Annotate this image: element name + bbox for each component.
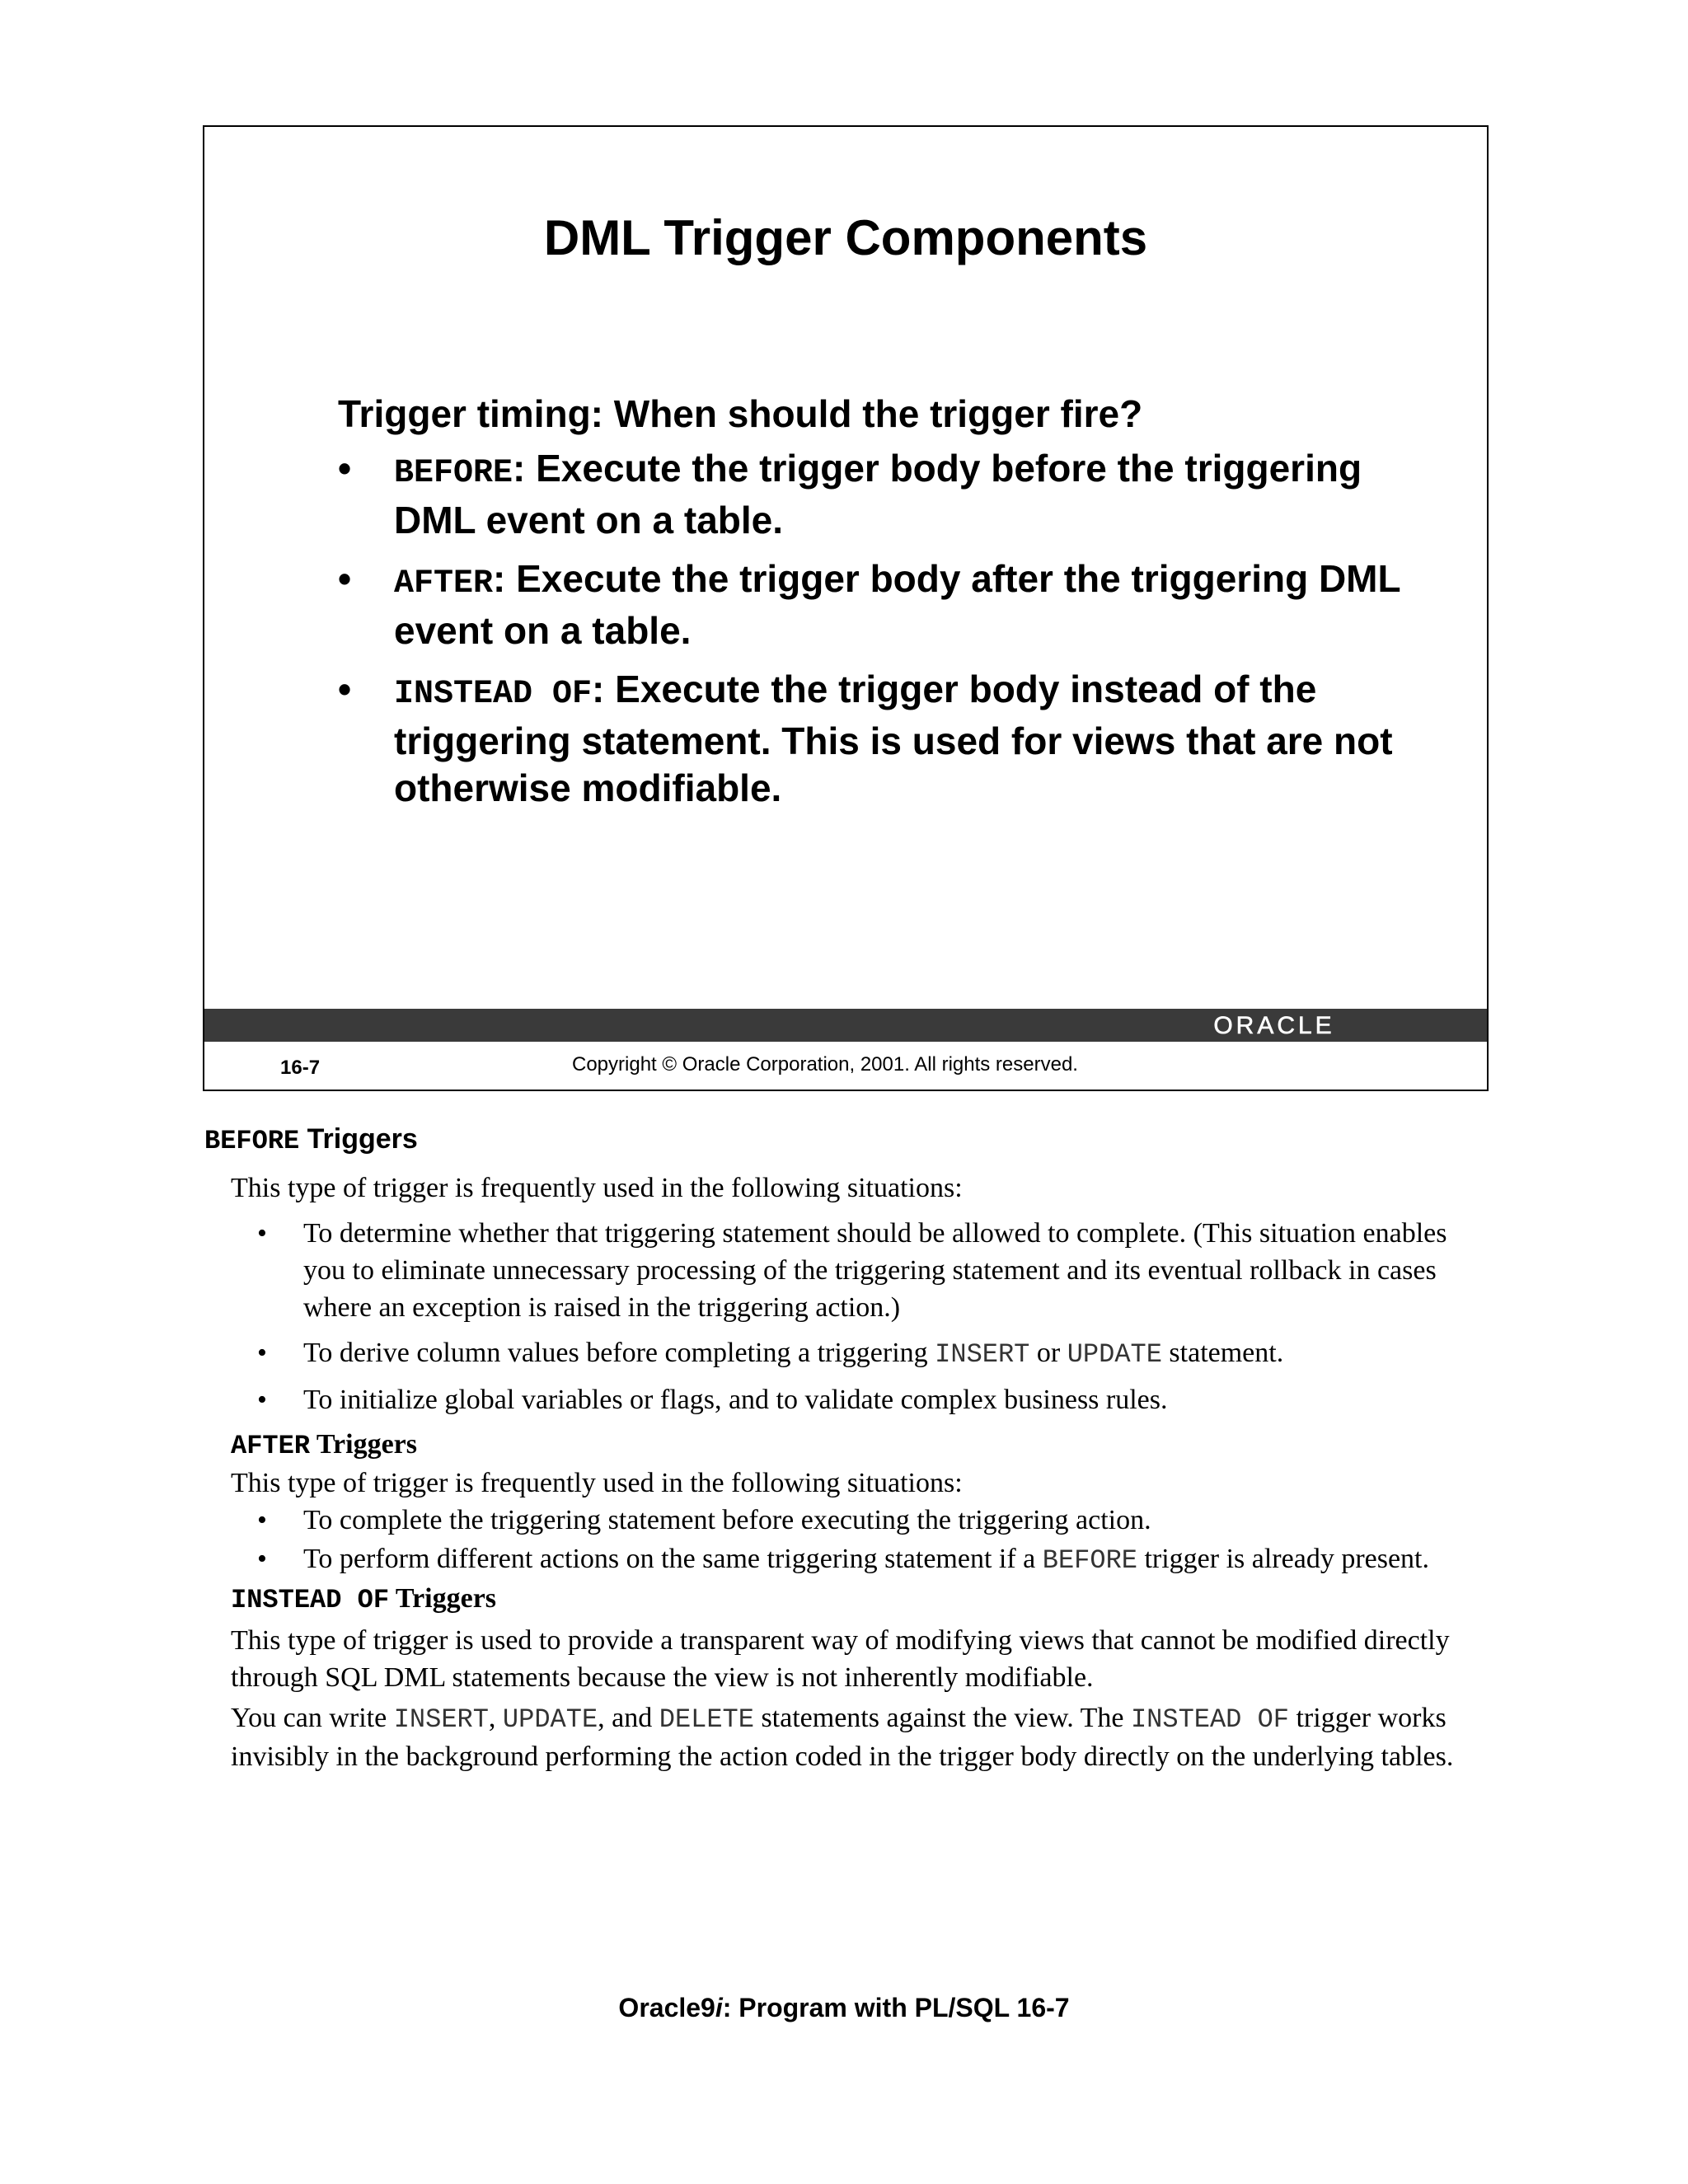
bullet-icon: • [257, 1385, 267, 1415]
list-item [204, 1540, 1490, 1579]
paragraph-text: You can write [231, 1703, 394, 1733]
list-item-text: To complete the triggering statement before executing the triggering action. [303, 1505, 1151, 1535]
oracle-logo [1192, 1012, 1357, 1038]
footer-text: : Program with PL/SQL 16-7 [722, 1993, 1070, 2022]
code-insert: INSERT [393, 1704, 489, 1735]
keyword-instead-of: INSTEAD OF [394, 676, 593, 713]
footer-text: Oracle9 [618, 1993, 715, 2022]
slide-footer [204, 1042, 1487, 1091]
slide-bullet-after [338, 555, 1409, 654]
list-item-text: To perform different actions on the same triggering statement if a [303, 1544, 1043, 1574]
code-update: UPDATE [502, 1704, 598, 1735]
list-item [204, 1215, 1490, 1326]
paragraph-text: , [488, 1703, 503, 1733]
list-item [204, 1381, 1490, 1418]
keyword-after: AFTER [394, 565, 494, 602]
slide-content [338, 389, 1409, 823]
bullet-icon: • [338, 447, 352, 490]
list-item-text: or [1029, 1338, 1067, 1368]
bullet-text: : Execute the trigger body before the triggering DML event on a table. [394, 447, 1362, 541]
list-item-text: trigger is already present. [1137, 1544, 1429, 1574]
instead-of-paragraph-2 [231, 1699, 1490, 1775]
slide-bullet-before [338, 445, 1409, 544]
code-insert: INSERT [935, 1339, 1030, 1370]
oracle-bar [204, 1009, 1487, 1042]
bullet-icon: • [257, 1218, 267, 1249]
keyword-before: BEFORE [394, 455, 513, 492]
after-bullet-list [204, 1502, 1490, 1579]
code-delete: DELETE [659, 1704, 754, 1735]
page-footer [0, 1993, 1688, 2023]
bullet-text: : Execute the trigger body after the triggering DML event on a table. [394, 557, 1400, 652]
slide-bullet-instead-of [338, 666, 1409, 812]
footer-italic: i [715, 1993, 723, 2022]
heading-rest: Triggers [389, 1583, 497, 1614]
code-instead-of: INSTEAD OF [1130, 1704, 1289, 1735]
after-triggers-heading [231, 1427, 1490, 1465]
paragraph-text: statements against the view. The [753, 1703, 1131, 1733]
list-item [204, 1334, 1490, 1373]
paragraph-text: , and [598, 1703, 659, 1733]
copyright-text: Copyright © Oracle Corporation, 2001. All rights reserved. [572, 1053, 1078, 1076]
heading-keyword: BEFORE [204, 1126, 300, 1156]
before-intro: This type of trigger is frequently used in the following situations: [231, 1173, 963, 1203]
list-item-text: To initialize global variables or flags, and to validate complex business rules. [303, 1385, 1168, 1415]
code-update: UPDATE [1067, 1339, 1162, 1370]
list-item-text: statement. [1161, 1338, 1284, 1368]
instead-of-paragraph-1: This type of trigger is used to provide a transparent way of modifying views that cannot be modified directly through SQL DML statements because the view is not inherently modifiable. [231, 1625, 1450, 1693]
heading-keyword: INSTEAD OF [231, 1585, 390, 1615]
heading-keyword: AFTER [231, 1431, 311, 1461]
paragraph-text: trigger works invisibly in the background performing the action coded in the trigger body directly on the underlying tables. [231, 1703, 1454, 1772]
bullet-icon: • [257, 1505, 267, 1535]
bullet-icon: • [257, 1544, 267, 1574]
oracle-logo-text: ORACLE [1213, 1012, 1335, 1038]
slide-number: 16-7 [280, 1057, 321, 1079]
before-triggers-heading [204, 1121, 1490, 1160]
code-before: BEFORE [1042, 1545, 1137, 1576]
notes-section [204, 1121, 1490, 1775]
list-item [204, 1502, 1490, 1539]
bullet-icon: • [338, 668, 352, 710]
bullet-icon: • [338, 557, 352, 600]
list-item-text: To determine whether that triggering statement should be allowed to complete. (This situation enables you to eliminate unnecessary processing of the triggering statement and its eventual rollback in cases where an exception is raised in the triggering action.) [303, 1218, 1447, 1323]
after-intro: This type of trigger is frequently used in the following situations: [231, 1468, 963, 1498]
heading-rest: Triggers [299, 1123, 418, 1155]
bullet-text: : Execute the trigger body instead of the triggering statement. This is used for views that are not otherwise modifiable. [394, 668, 1393, 809]
slide-heading: Trigger timing: When should the trigger fire? [338, 392, 1143, 435]
list-item-text: To derive column values before completing a triggering [303, 1338, 935, 1368]
heading-rest: Triggers [310, 1429, 418, 1460]
bullet-icon: • [257, 1338, 267, 1368]
slide-frame [203, 125, 1489, 1091]
instead-of-triggers-heading [231, 1581, 1490, 1619]
before-bullet-list [204, 1215, 1490, 1418]
slide-title: DML Trigger Components [543, 210, 1148, 265]
